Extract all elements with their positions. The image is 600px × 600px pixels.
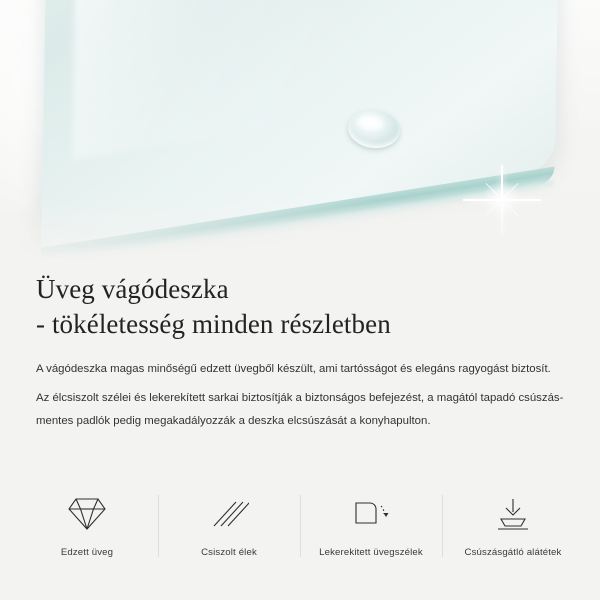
product-copy: [0, 272, 600, 432]
hero-bottom-fade: [0, 200, 600, 270]
feature-label: Edzett üveg: [60, 547, 114, 558]
feature-label: Csiszolt élek: [201, 547, 257, 558]
feature-item: [300, 491, 442, 558]
feature-item: [158, 491, 300, 558]
feature-label: Lekerekitett üvegszélek: [319, 547, 423, 558]
feature-item: [16, 491, 158, 558]
anti-slip-pad-icon: [448, 491, 578, 537]
hero-image: [0, 0, 600, 270]
feature-list: [0, 491, 600, 558]
description-paragraph-1: A vágódeszka magas minőségű edzett üvegből készült, ami tartósságot és elegáns ragyogást biztosít.: [36, 363, 551, 376]
feature-label: Csúszásgátló alátétek: [464, 547, 562, 558]
page-title: [36, 272, 564, 342]
product-description: [36, 358, 564, 432]
headline-line-2: - tökéletesség minden részletben: [36, 309, 391, 340]
rounded-corner-icon: [306, 491, 436, 537]
diamond-icon: [22, 491, 152, 537]
polished-edge-icon: [164, 491, 294, 537]
description-paragraph-2: Az élcsiszolt szélei és lekerekített sarkai biztosítják a biztonságos befejezést, a magától tapadó csúszás- mentes padlók pedig megakadályozzák a deszka elcsúszását a konyhapulton.: [36, 392, 564, 427]
headline-line-1: Üveg vágódeszka: [36, 274, 229, 304]
feature-item: [442, 491, 584, 558]
